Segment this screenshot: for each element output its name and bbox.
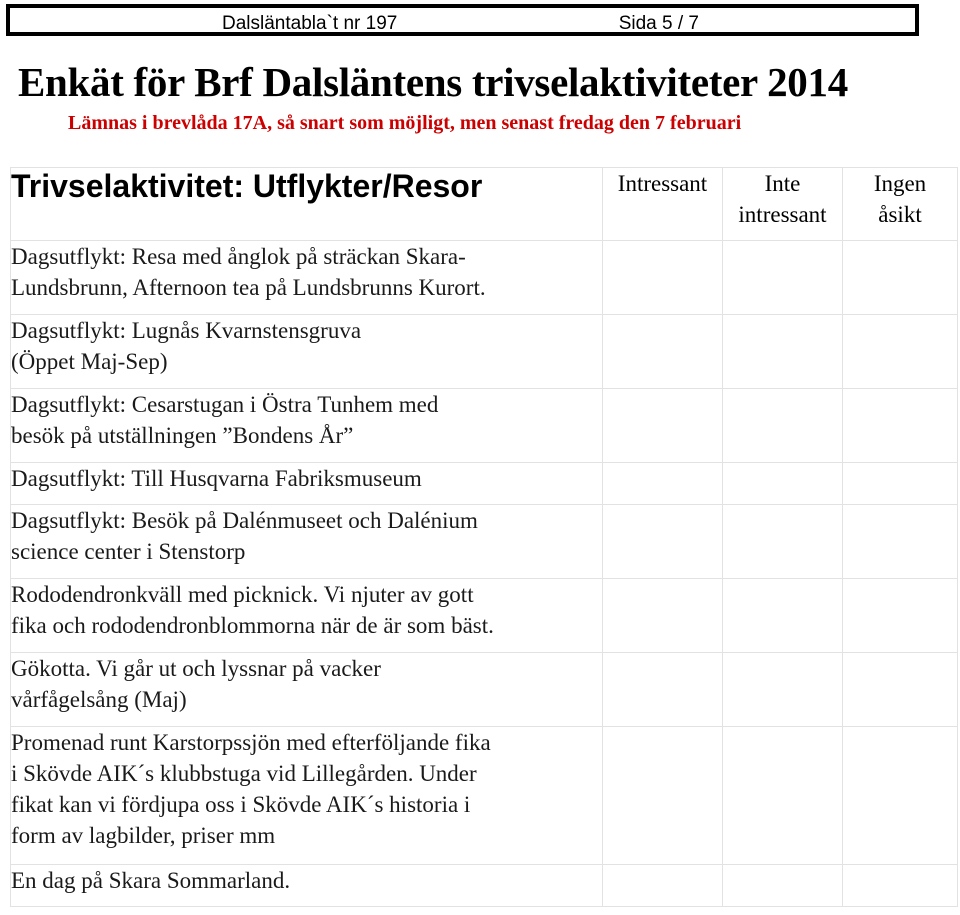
checkbox-no-opinion[interactable]	[843, 315, 958, 389]
activity-text-line: Dagsutflykt: Till Husqvarna Fabriksmuseum	[11, 466, 422, 491]
checkbox-no-opinion[interactable]	[843, 241, 958, 315]
checkbox-not-interested[interactable]	[723, 505, 843, 579]
activity-text-line: Dagsutflykt: Besök på Dalénmuseet och Dalénium	[11, 508, 478, 533]
activity-text-line: science center i Stenstorp	[11, 539, 246, 564]
table-row	[11, 463, 958, 505]
activity-text-line: Gökotta. Vi går ut och lyssnar på vacker	[11, 656, 381, 681]
activity-text-line: vårfågelsång (Maj)	[11, 687, 187, 712]
table-row	[11, 505, 958, 579]
section-heading: Trivselaktivitet: Utflykter/Resor	[11, 168, 603, 241]
column-header-no-opinion	[843, 168, 958, 241]
checkbox-not-interested[interactable]	[723, 727, 843, 865]
activity-text-line: Promenad runt Karstorpssjön med efterföljande fika	[11, 730, 491, 755]
column-header-no-opinion-line2: åsikt	[878, 202, 922, 227]
checkbox-not-interested[interactable]	[723, 865, 843, 907]
checkbox-not-interested[interactable]	[723, 389, 843, 463]
checkbox-interested[interactable]	[603, 241, 723, 315]
checkbox-no-opinion[interactable]	[843, 505, 958, 579]
activity-text-line: Dagsutflykt: Cesarstugan i Östra Tunhem med	[11, 392, 439, 417]
checkbox-not-interested[interactable]	[723, 315, 843, 389]
activity-text-line: Dagsutflykt: Lugnås Kvarnstensgruva	[11, 318, 362, 343]
activity-text-line: Dagsutflykt: Resa med ånglok på sträckan Skara-	[11, 244, 466, 269]
activity-text-line: form av lagbilder, priser mm	[11, 823, 276, 848]
activity-description	[11, 579, 603, 653]
activity-text-line: Lundsbrunn, Afternoon tea på Lundsbrunns Kurort.	[11, 275, 486, 300]
activity-description	[11, 389, 603, 463]
column-header-no-opinion-line1: Ingen	[873, 171, 927, 196]
activity-text-line: Rododendronkväll med picknick. Vi njuter av gott	[11, 582, 474, 607]
column-header-not-interested	[723, 168, 843, 241]
activity-text-line: besök på utställningen ”Bondens År”	[11, 423, 354, 448]
table-row	[11, 389, 958, 463]
survey-table	[10, 167, 958, 907]
activity-text-line: fikat kan vi fördjupa oss i Skövde AIK´s historia i	[11, 792, 471, 817]
table-row	[11, 727, 958, 865]
table-row	[11, 315, 958, 389]
table-header-row	[11, 168, 958, 241]
checkbox-not-interested[interactable]	[723, 653, 843, 727]
activity-description	[11, 241, 603, 315]
column-header-interested	[603, 168, 723, 241]
activity-description	[11, 653, 603, 727]
page-subtitle: Lämnas i brevlåda 17A, så snart som möjligt, men senast fredag den 7 februari	[68, 112, 742, 134]
checkbox-interested[interactable]	[603, 463, 723, 505]
table-row	[11, 865, 958, 907]
checkbox-not-interested[interactable]	[723, 579, 843, 653]
table-row	[11, 653, 958, 727]
checkbox-no-opinion[interactable]	[843, 727, 958, 865]
checkbox-interested[interactable]	[603, 505, 723, 579]
activity-text-line: fika och rododendronblommorna när de är som bäst.	[11, 613, 494, 638]
activity-description	[11, 865, 603, 907]
checkbox-not-interested[interactable]	[723, 241, 843, 315]
activity-description	[11, 727, 603, 865]
activity-description	[11, 315, 603, 389]
checkbox-interested[interactable]	[603, 579, 723, 653]
checkbox-not-interested[interactable]	[723, 463, 843, 505]
activity-description	[11, 505, 603, 579]
checkbox-no-opinion[interactable]	[843, 865, 958, 907]
table-row	[11, 241, 958, 315]
checkbox-no-opinion[interactable]	[843, 579, 958, 653]
checkbox-no-opinion[interactable]	[843, 653, 958, 727]
column-header-not-interested-line2: intressant	[738, 202, 827, 227]
checkbox-interested[interactable]	[603, 315, 723, 389]
page-title: Enkät för Brf Dalsläntens trivselaktiviteter 2014	[18, 59, 848, 105]
page-header	[6, 4, 919, 36]
newsletter-issue: Dalsläntabla`t nr 197	[222, 13, 398, 34]
checkbox-no-opinion[interactable]	[843, 463, 958, 505]
checkbox-interested[interactable]	[603, 389, 723, 463]
activity-text-line: i Skövde AIK´s klubbstuga vid Lillegården. Under	[11, 761, 477, 786]
activity-text-line: (Öppet Maj-Sep)	[11, 349, 168, 374]
checkbox-interested[interactable]	[603, 653, 723, 727]
checkbox-interested[interactable]	[603, 727, 723, 865]
activity-description	[11, 463, 603, 505]
column-header-not-interested-line1: Inte	[764, 171, 801, 196]
activity-text-line: En dag på Skara Sommarland.	[11, 868, 291, 893]
checkbox-interested[interactable]	[603, 865, 723, 907]
table-row	[11, 579, 958, 653]
checkbox-no-opinion[interactable]	[843, 389, 958, 463]
page-number: Sida 5 / 7	[618, 13, 699, 34]
column-header-interested-label: Intressant	[617, 171, 708, 196]
